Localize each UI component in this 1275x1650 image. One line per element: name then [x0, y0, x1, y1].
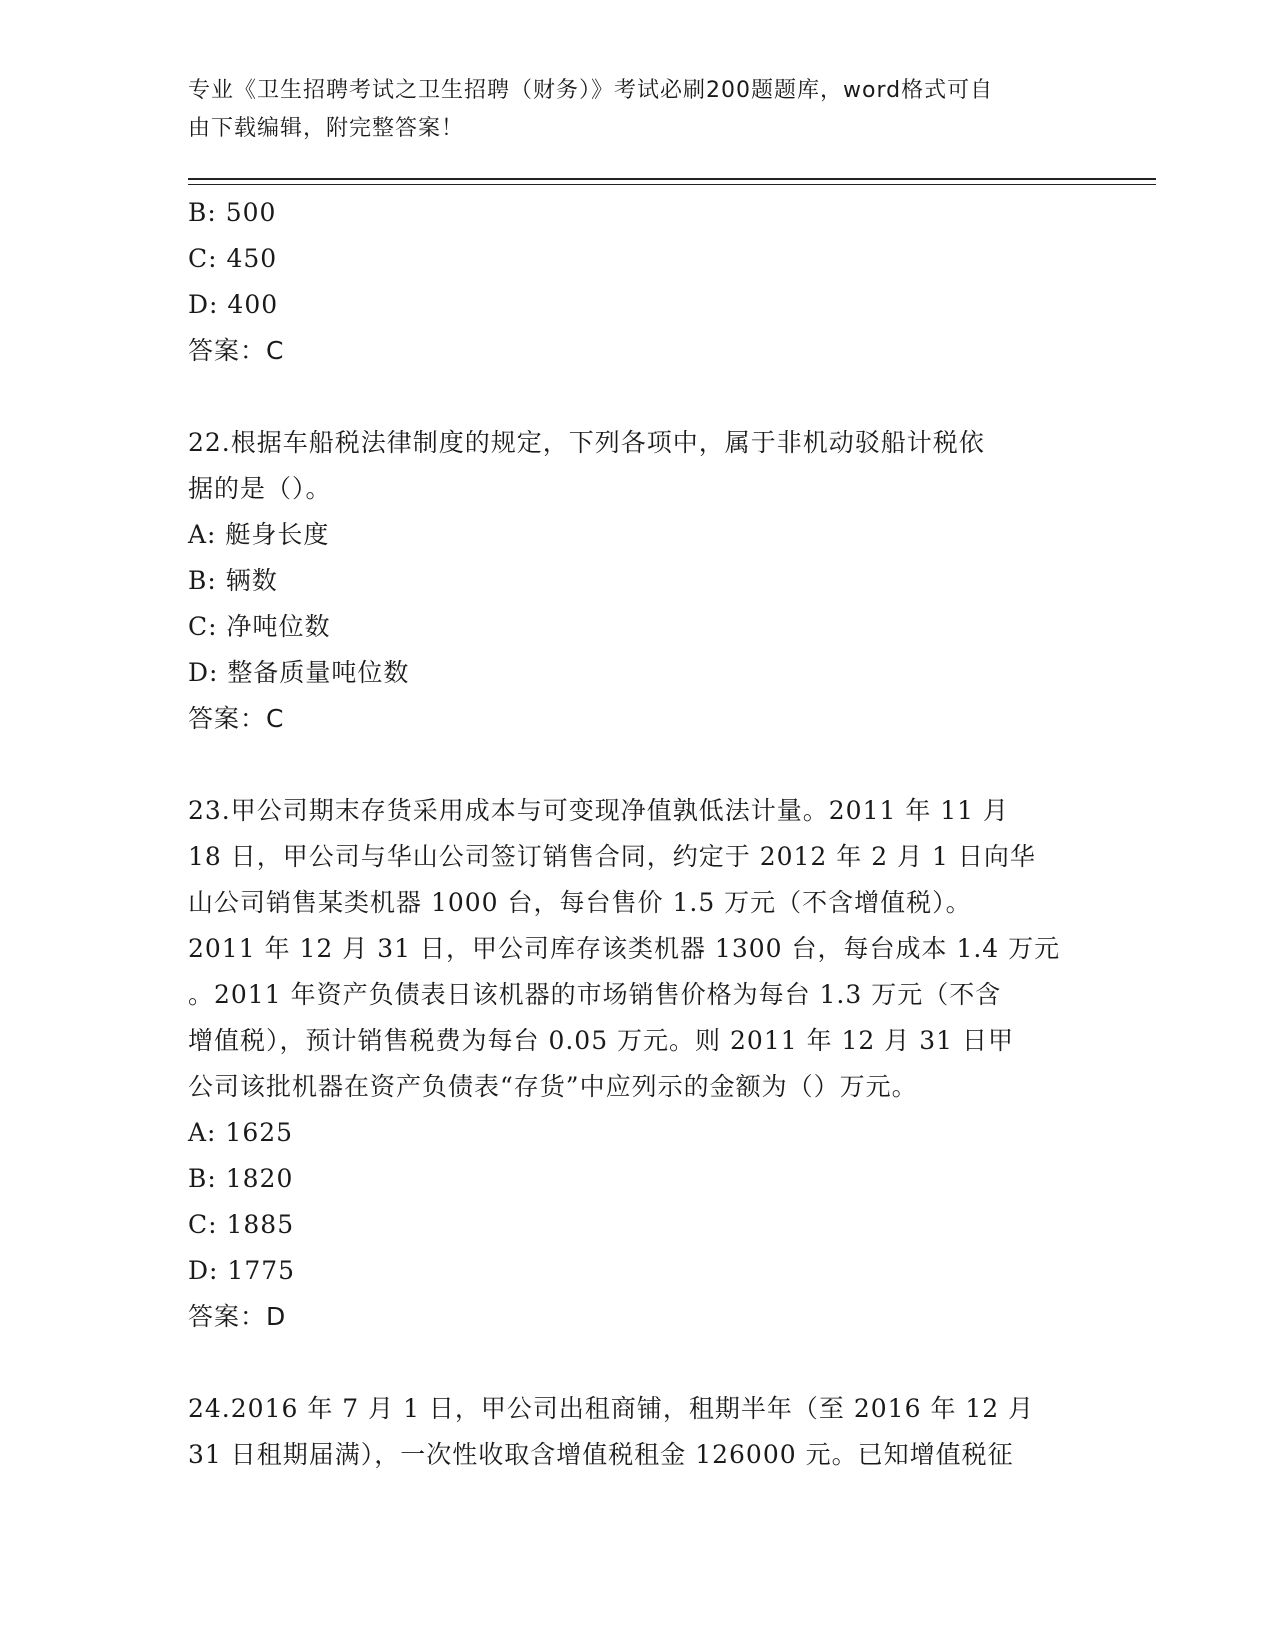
question-stem-line: 18 日，甲公司与华山公司签订销售合同，约定于 2012 年 2 月 1 日向华 [188, 842, 1036, 871]
question-stem-line: 增值税），预计销售税费为每台 0.05 万元。则 2011 年 12 月 31 日甲 [188, 1026, 1014, 1055]
question-stem-line: 2011 年 12 月 31 日，甲公司库存该类机器 1300 台，每台成本 1.4 万元 [188, 934, 1061, 963]
question-24 [188, 1386, 1088, 1478]
question-stem-line: 22.根据车船税法律制度的规定，下列各项中，属于非机动驳船计税依 [188, 428, 985, 457]
option-b: B: 1820 [188, 1164, 294, 1193]
header-divider-thin [188, 184, 1156, 185]
option-a: A: 艇身长度 [188, 520, 330, 549]
question-stem-line: 公司该批机器在资产负债表“存货”中应列示的金额为（）万元。 [188, 1072, 918, 1101]
question-22 [188, 420, 1088, 742]
option-d: D: 整备质量吨位数 [188, 658, 410, 687]
question-stem-line: 山公司销售某类机器 1000 台，每台售价 1.5 万元（不含增值税）。 [188, 888, 972, 917]
document-header [188, 72, 1068, 148]
question-stem-line: 24.2016 年 7 月 1 日，甲公司出租商铺，租期半年（至 2016 年 12 月 [188, 1394, 1035, 1423]
option-d: D: 400 [188, 290, 279, 319]
question-stem-line: 据的是（）。 [188, 474, 332, 503]
question-21-tail [188, 190, 1088, 374]
spacer [188, 374, 1088, 420]
header-line-1: 专业《卫生招聘考试之卫生招聘（财务）》考试必刷200题题库，word格式可自 [188, 78, 994, 103]
question-23 [188, 788, 1088, 1340]
header-line-2: 由下载编辑，附完整答案！ [188, 116, 465, 141]
answer: 答案：C [188, 336, 285, 365]
option-b: B: 辆数 [188, 566, 278, 595]
answer: 答案：D [188, 1302, 287, 1331]
option-d: D: 1775 [188, 1256, 296, 1285]
option-a: A: 1625 [188, 1118, 294, 1147]
question-stem-line: 。2011 年资产负债表日该机器的市场销售价格为每台 1.3 万元（不含 [188, 980, 1002, 1009]
header-divider-thick [188, 178, 1156, 180]
option-b: B: 500 [188, 198, 277, 227]
spacer [188, 1340, 1088, 1386]
question-stem-line: 31 日租期届满），一次性收取含增值税租金 126000 元。已知增值税征 [188, 1440, 1014, 1469]
spacer [188, 742, 1088, 788]
option-c: C: 450 [188, 244, 278, 273]
answer: 答案：C [188, 704, 285, 733]
question-stem-line: 23.甲公司期末存货采用成本与可变现净值孰低法计量。2011 年 11 月 [188, 796, 1010, 825]
question-content [188, 190, 1088, 1478]
option-c: C: 净吨位数 [188, 612, 331, 641]
option-c: C: 1885 [188, 1210, 295, 1239]
